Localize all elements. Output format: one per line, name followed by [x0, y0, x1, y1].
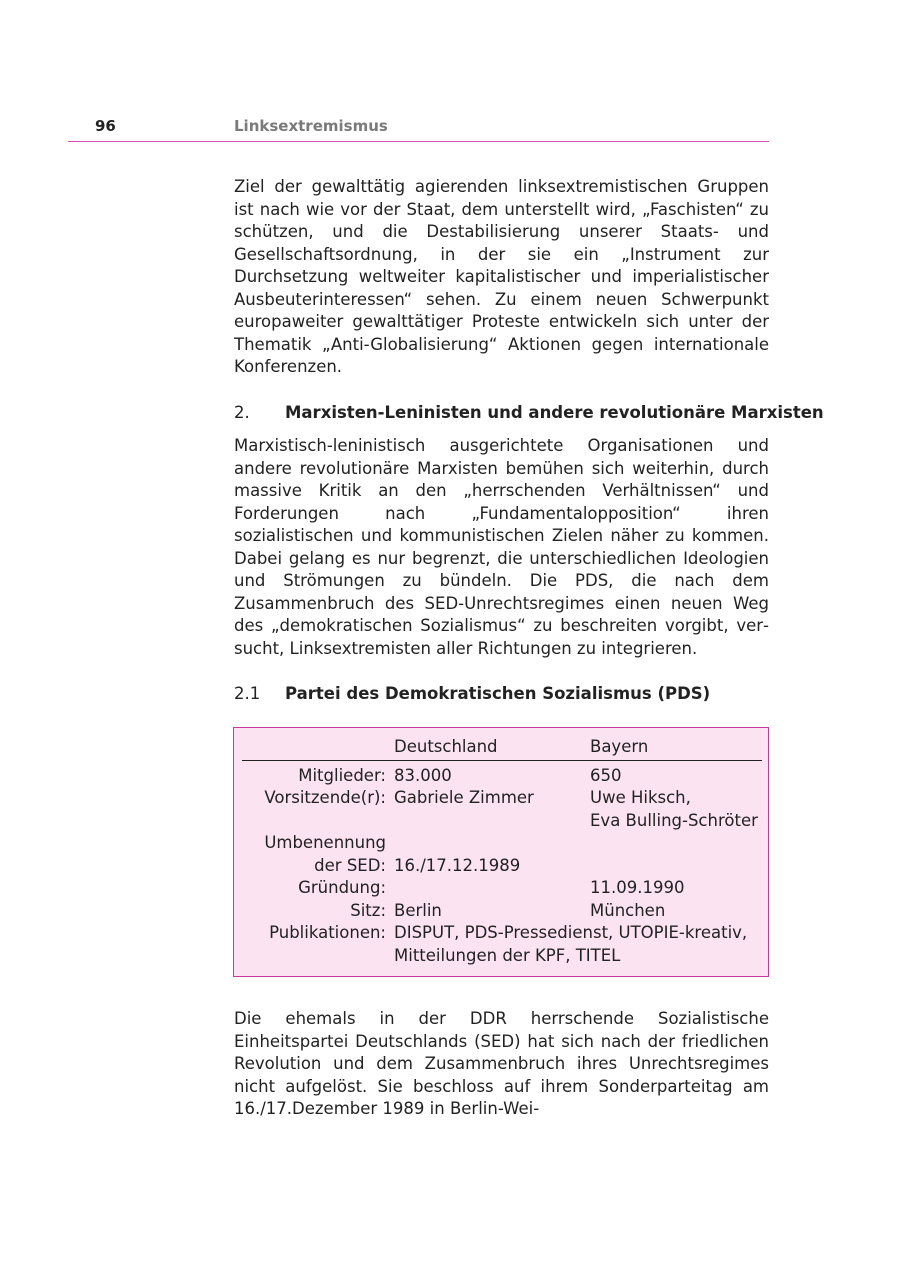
- fact-table-header-row: [242, 736, 762, 760]
- value-bayern: 11.09.1990: [590, 878, 685, 897]
- running-header: [68, 117, 769, 142]
- column-header-bayern: Bayern: [590, 736, 762, 760]
- value-bayern-empty: [590, 855, 762, 878]
- closing-paragraph: Die ehemals in der DDR herrschende Sozialistische Einheitspartei Deutschlands (SED) hat sich nach der friedlichen Revolution und dem Zusammenbruch ihres Unrechtsregimes nicht aufgelöst. Sie beschloss auf ihrem Sonderparteitag am 16./17.Dezember 1989 in Berlin-Wei-: [234, 1009, 769, 1118]
- row-label: Publikationen:: [269, 923, 386, 942]
- row-label-empty: [242, 945, 394, 968]
- row-sitz: [242, 900, 762, 923]
- closing-section: [234, 1008, 769, 1121]
- section-2-1-heading: [234, 683, 769, 705]
- row-mitglieder: [242, 760, 762, 787]
- value-publikationen: Mitteilungen der KPF, TITEL: [394, 945, 621, 965]
- row-label: Mitglieder:: [298, 765, 386, 785]
- section-2-1-number: 2.1: [234, 684, 261, 703]
- value-bayern: München: [590, 900, 666, 920]
- value-deutschland: 16./17.12.1989: [394, 855, 521, 875]
- value-bayern: Uwe Hiksch,: [590, 788, 691, 807]
- pds-fact-table: [242, 736, 762, 967]
- value-bayern: 650: [590, 765, 622, 785]
- section-2-paragraph: Marxistisch-leninistisch ausgerichtete Organisationen und andere revolutionäre Marxisten bemühen sich weiterhin, durch massive Kritik an den „herrschenden Verhältnissen“ und Forderungen nach „Fundamentalopposition“ ihren sozialistischen und kommunistischen Zielen näher zu kommen. Dabei gelang es nur begrenzt, die unterschiedlichen Ideologien und Strömungen zu bündeln. Die PDS, die nach dem Zusammenbruch des SED-Unrechtsregimes einen neuen Weg des „demokratischen Sozialismus“ zu beschreiten vorgibt, versucht, Linksextremisten aller Richtungen zu integrieren.: [234, 436, 769, 658]
- row-vorsitzende-cont: [242, 810, 762, 833]
- value-publikationen: DISPUT, PDS-Pressedienst, UTOPIE-kreativ,: [394, 923, 748, 942]
- page-number: 96: [95, 117, 116, 135]
- section-2-1: [234, 683, 769, 705]
- value-deutschland: 83.000: [394, 765, 452, 785]
- value-bayern: Eva Bulling-Schröter: [590, 810, 758, 830]
- pds-fact-box: [233, 727, 769, 977]
- section-2-1-title: Partei des Demokratischen Sozialismus (PDS): [285, 684, 711, 703]
- row-publikationen: [242, 922, 762, 945]
- value-deutschland: Gabriele Zimmer: [394, 788, 534, 807]
- row-gruendung: [242, 877, 762, 900]
- value-deutschland-empty: [394, 832, 590, 855]
- value-deutschland: [394, 877, 590, 900]
- row-publikationen-cont: [242, 945, 762, 968]
- intro-section: [234, 176, 769, 379]
- row-label: Vorsitzende(r):: [264, 788, 386, 807]
- value-deutschland: Berlin: [394, 900, 442, 920]
- running-title: Linksextremismus: [234, 117, 388, 135]
- section-2-number: 2.: [234, 403, 250, 422]
- row-label: der SED:: [314, 855, 386, 875]
- row-vorsitzende: [242, 787, 762, 810]
- row-label-empty: [242, 810, 394, 833]
- row-umbenennung-cont: [242, 855, 762, 878]
- value-bayern-empty: [590, 832, 762, 855]
- row-umbenennung: [242, 832, 762, 855]
- header-empty-cell: [242, 736, 394, 760]
- row-label: Umbenennung: [264, 833, 386, 852]
- value-deutschland-empty: [394, 810, 590, 833]
- column-header-deutschland: Deutschland: [394, 736, 590, 760]
- row-label: Gründung:: [298, 878, 386, 897]
- intro-paragraph: Ziel der gewalttätig agierenden linksextremistischen Gruppen ist nach wie vor der Staat, dem unterstellt wird, „Faschisten“ zu schützen, und die Destabilisierung unserer Staats- und Gesellschaftsordnung, in der sie ein „Instrument zur Durchsetzung weltweiter kapitalistischer und imperialistischer Ausbeuterinteressen“ sehen. Zu einem neuen Schwerpunkt europaweiter gewalttätiger Proteste entwickeln sich unter der Thematik „Anti-Globalisierung“ Aktionen gegen internationale Konferenzen.: [234, 177, 769, 376]
- section-2: [234, 402, 824, 660]
- section-2-heading: [234, 402, 824, 424]
- row-label: Sitz:: [350, 900, 386, 920]
- section-2-title: Marxisten-Leninisten und andere revolutionäre Marxisten: [285, 403, 824, 422]
